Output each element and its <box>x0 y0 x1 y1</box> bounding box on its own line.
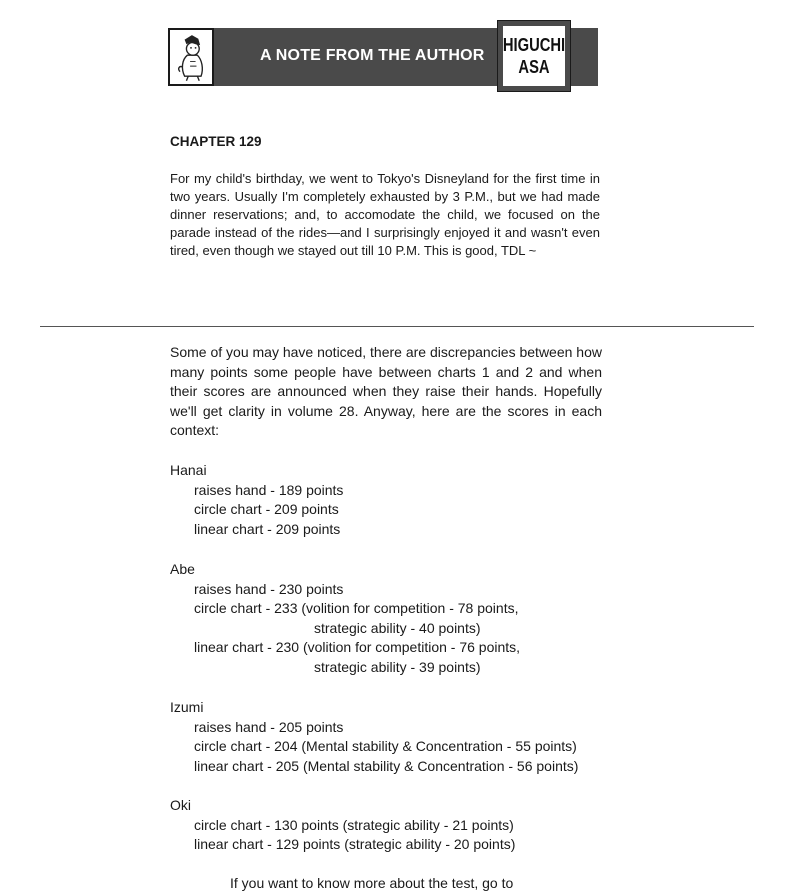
score-circle-chart: circle chart - 233 (volition for competition - 78 points, <box>194 600 519 616</box>
section-divider <box>40 326 754 327</box>
score-circle-chart-detail: strategic ability - 40 points) <box>314 619 481 636</box>
chapter-heading: CHAPTER 129 <box>170 134 262 149</box>
player-block-hanai <box>170 461 343 539</box>
score-linear-chart: linear chart - 129 points (strategic ability - 20 points) <box>194 836 516 852</box>
score-raises-hand: raises hand - 230 points <box>194 580 344 597</box>
player-block-abe <box>170 560 520 677</box>
score-linear-chart: linear chart - 209 points <box>194 520 341 537</box>
author-name-box <box>498 21 570 91</box>
mascot-drawing <box>170 30 212 84</box>
scores-intro-text: Some of you may have noticed, there are discrepancies between how many points some people have between charts 1 and 2 and when their scores are announced when they raise their hands. Hopefully we'll get clarity in volume 28. Anyway, here are the scores in each context: <box>170 344 602 438</box>
player-name: Izumi <box>170 699 204 715</box>
footer-text: If you want to know more about the test, go to <box>230 875 514 891</box>
banner-title: A NOTE FROM THE AUTHOR <box>260 47 485 64</box>
mascot-icon <box>168 28 214 86</box>
score-circle-chart: circle chart - 130 points (strategic ability - 21 points) <box>194 816 514 833</box>
player-name: Abe <box>170 561 195 577</box>
author-name-line1: HIGUCHI <box>502 35 566 55</box>
score-linear-chart: linear chart - 205 (Mental stability & Concentration - 56 points) <box>194 757 579 774</box>
score-linear-chart-detail: strategic ability - 39 points) <box>314 658 481 675</box>
author-note-text: For my child's birthday, we went to Tokyo's Disneyland for the first time in two years. Usually I'm completely exhausted by 3 P.M., but we had made dinner reservations; and, to accomodate the child, we focused on the parade instead of the rides—and I surprisingly enjoyed it and wasn't even tired, even though we stayed out till 10 P.M. This is good, TDL ~ <box>170 171 600 258</box>
score-raises-hand: raises hand - 189 points <box>194 481 344 498</box>
author-name-line2: ASA <box>518 57 550 77</box>
author-note-banner <box>168 28 598 86</box>
player-name: Hanai <box>170 462 207 478</box>
score-raises-hand: raises hand - 205 points <box>194 718 344 735</box>
score-circle-chart: circle chart - 204 (Mental stability & Concentration - 55 points) <box>194 738 577 754</box>
player-block-oki <box>170 796 515 855</box>
score-linear-chart: linear chart - 230 (volition for competition - 76 points, <box>194 639 521 655</box>
player-name: Oki <box>170 797 191 813</box>
player-block-izumi <box>170 698 578 776</box>
score-circle-chart: circle chart - 209 points <box>194 501 339 517</box>
